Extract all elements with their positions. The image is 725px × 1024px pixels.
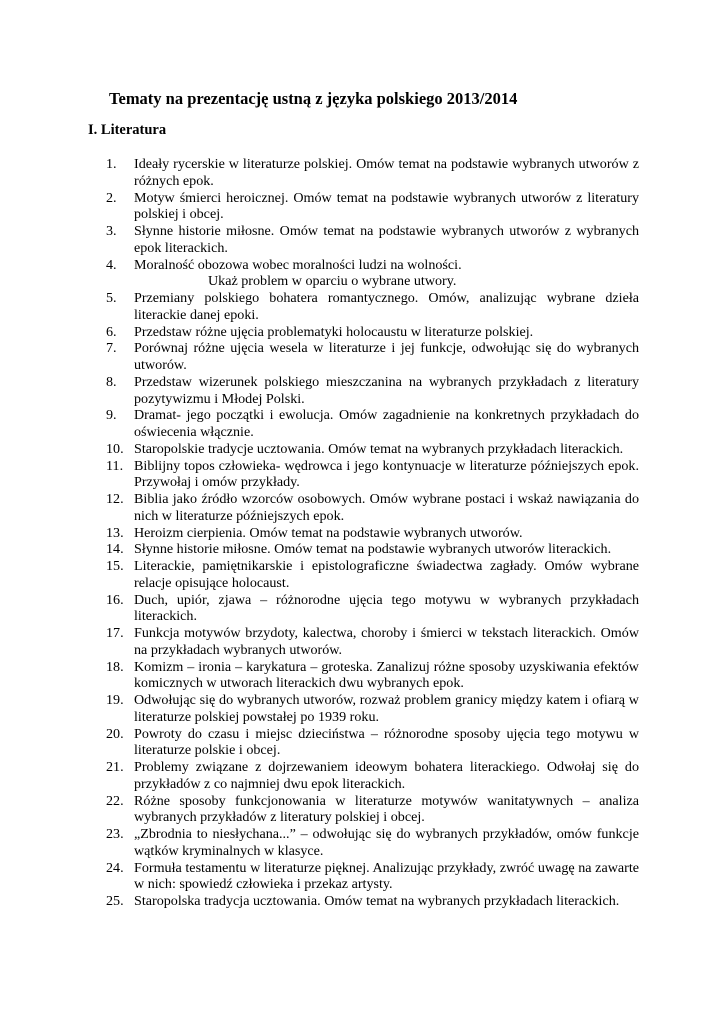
list-item-text: Porównaj różne ujęcia wesela w literaturze i jej funkcje, odwołując się do wybranych utworów. bbox=[134, 340, 639, 373]
list-item bbox=[106, 759, 639, 793]
list-item-number: 1. bbox=[106, 156, 117, 172]
list-item-text: Przedstaw różne ujęcia problematyki holocaustu w literaturze polskiej. bbox=[134, 323, 534, 340]
list-item-number: 2. bbox=[106, 189, 117, 206]
list-item-text: Przemiany polskiego bohatera romantycznego. Omów, analizując wybrane dzieła literackie danej epoki. bbox=[134, 290, 639, 323]
list-item-text: Biblijny topos człowieka- wędrowca i jego kontynuacje w literaturze późniejszych epok. Przywołaj i omów przykłady. bbox=[134, 457, 639, 491]
list-item bbox=[106, 659, 639, 693]
list-item-number: 21. bbox=[106, 759, 124, 775]
list-item-number: 18. bbox=[106, 658, 124, 675]
list-item-text: Dramat- jego początki i ewolucja. Omów zagadnienie na konkretnych przykładach do oświecenia włącznie. bbox=[134, 407, 639, 440]
list-item-subtext: Ukaż problem w oparciu o wybrane utwory. bbox=[208, 273, 457, 290]
list-item-number: 19. bbox=[106, 692, 124, 708]
list-item bbox=[106, 441, 639, 458]
list-item-text: Różne sposoby funkcjonowania w literaturze motywów wanitatywnych – analiza wybranych przykładów z literatury polskiej i obcej. bbox=[134, 792, 639, 826]
list-item bbox=[106, 156, 639, 190]
list-item-number: 5. bbox=[106, 290, 117, 306]
list-item-number: 10. bbox=[106, 440, 124, 457]
list-item-text: Heroizm cierpienia. Omów temat na podstawie wybranych utworów. bbox=[134, 524, 523, 541]
list-item bbox=[106, 257, 639, 291]
list-item bbox=[106, 340, 639, 374]
list-item-text: Staropolskie tradycje ucztowania. Omów temat na wybranych przykładach literackich. bbox=[134, 440, 624, 457]
list-item bbox=[106, 692, 639, 726]
list-item bbox=[106, 290, 639, 324]
list-item bbox=[106, 625, 639, 659]
list-item-text: Biblia jako źródło wzorców osobowych. Omów wybrane postaci i wskaż nawiązania do nich w literaturze późniejszych epok. bbox=[134, 491, 639, 524]
list-item-text: Moralność obozowa wobec moralności ludzi na wolności. bbox=[134, 256, 462, 273]
list-item bbox=[106, 541, 639, 558]
list-item bbox=[106, 860, 639, 894]
list-item-text: Odwołując się do wybranych utworów, rozważ problem granicy między katem i ofiarą w literaturze polskiej powstałej po 1939 roku. bbox=[134, 692, 639, 725]
list-item-number: 3. bbox=[106, 223, 117, 239]
list-item bbox=[106, 726, 639, 760]
list-item-text: Komizm – ironia – karykatura – groteska. Zanalizuj różne sposoby uzyskiwania efektów komicznych w utworach literackich dwu wybranych epok. bbox=[134, 658, 639, 692]
list-item bbox=[106, 407, 639, 441]
list-item-text: Funkcja motywów brzydoty, kalectwa, choroby i śmierci w tekstach literackich. Omów na przykładach wybranych utworów. bbox=[134, 625, 639, 658]
list-item bbox=[106, 324, 639, 341]
list-item-text: „Zbrodnia to niesłychana...” – odwołując się do wybranych przykładów, omów funkcje wątków kryminalnych w klasyce. bbox=[134, 826, 639, 859]
list-item-text: Motyw śmierci heroicznej. Omów temat na podstawie wybranych utworów z literatury polskiej i obcej. bbox=[134, 189, 639, 223]
list-item-text: Staropolska tradycja ucztowania. Omów temat na wybranych przykładach literackich. bbox=[134, 893, 620, 909]
list-item-text: Przedstaw wizerunek polskiego mieszczanina na wybranych przykładach z literatury pozytywizmu i Młodej Polski. bbox=[134, 373, 639, 407]
list-item-number: 8. bbox=[106, 373, 117, 390]
list-item bbox=[106, 525, 639, 542]
list-item-number: 7. bbox=[106, 340, 117, 357]
list-item-text: Ideały rycerskie w literaturze polskiej. Omów temat na podstawie wybranych utworów z różnych epok. bbox=[134, 156, 639, 189]
list-item-text: Problemy związane z dojrzewaniem ideowym bohatera literackiego. Odwołaj się do przykładów z co najmniej dwu epok literackich. bbox=[134, 759, 639, 792]
list-item bbox=[106, 793, 639, 827]
list-item-number: 11. bbox=[106, 457, 124, 474]
list-item bbox=[106, 893, 639, 910]
list-item-text: Słynne historie miłosne. Omów temat na podstawie wybranych utworów literackich. bbox=[134, 541, 612, 558]
section-heading: I. Literatura bbox=[88, 122, 167, 138]
list-item-text: Duch, upiór, zjawa – różnorodne ujęcia tego motywu w wybranych przykładach literackich. bbox=[134, 591, 639, 625]
list-item-text: Słynne historie miłosne. Omów temat na podstawie wybranych utworów z wybranych epok literackich. bbox=[134, 223, 639, 256]
list-item-number: 6. bbox=[106, 323, 117, 340]
list-item-number: 12. bbox=[106, 491, 124, 507]
list-item-text: Formuła testamentu w literaturze pięknej. Analizując przykłady, zwróć uwagę na zawarte w nich: spowiedź człowieka i przekaz artysty. bbox=[134, 859, 639, 893]
list-item bbox=[106, 223, 639, 257]
list-item-number: 4. bbox=[106, 256, 117, 273]
list-item bbox=[106, 190, 639, 224]
list-item-number: 23. bbox=[106, 826, 124, 842]
list-item-number: 13. bbox=[106, 524, 124, 541]
list-item-text: Literackie, pamiętnikarskie i epistolograficzne świadectwa zagłady. Omów wybrane relacje opisujące holocaust. bbox=[134, 558, 639, 591]
list-item-number: 22. bbox=[106, 792, 124, 809]
list-item-number: 20. bbox=[106, 725, 124, 742]
list-item-number: 17. bbox=[106, 625, 124, 641]
list-item-text: Powroty do czasu i miejsc dzieciństwa – różnorodne sposoby ujęcia tego motywu w literaturze polskie i obcej. bbox=[134, 725, 639, 759]
list-item bbox=[106, 558, 639, 592]
list-item bbox=[106, 826, 639, 860]
list-item-number: 9. bbox=[106, 407, 117, 424]
list-item bbox=[106, 374, 639, 408]
topic-list bbox=[106, 156, 639, 910]
document-title: Tematy na prezentację ustną z języka polskiego 2013/2014 bbox=[109, 89, 518, 108]
list-item-number: 14. bbox=[106, 541, 124, 558]
list-item bbox=[106, 592, 639, 626]
list-item-number: 15. bbox=[106, 558, 124, 574]
list-item-number: 16. bbox=[106, 591, 124, 608]
list-item bbox=[106, 491, 639, 525]
list-item-number: 24. bbox=[106, 859, 124, 876]
list-item-number: 25. bbox=[106, 893, 124, 909]
list-item bbox=[106, 458, 639, 492]
